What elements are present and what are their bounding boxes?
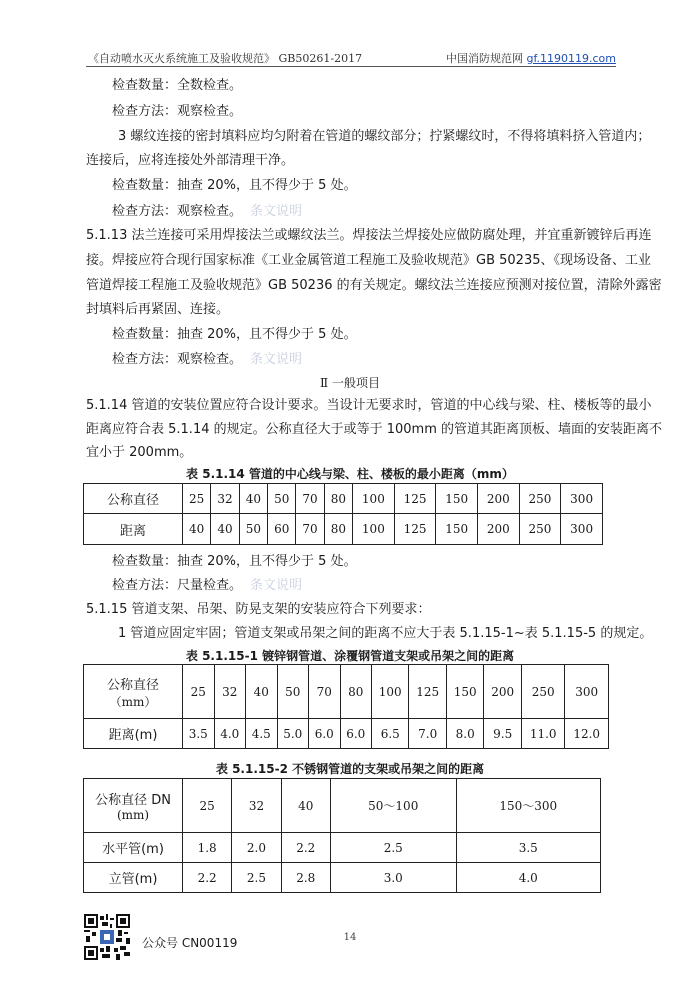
paragraph: 1 管道应固定牢固；管道支架或吊架之间的距离不应大于表 5.1.15-1~表 5.1.15-5 的规定。 xyxy=(118,626,653,641)
paragraph: 检查数量：全数检查。 xyxy=(112,78,243,93)
table-cell: 125 xyxy=(409,665,446,719)
table-cell: 50 xyxy=(277,665,309,719)
page-number: 14 xyxy=(343,932,357,943)
table-cell: 25 xyxy=(183,779,232,833)
table-cell: 3.0 xyxy=(330,863,456,893)
row-header: 距离 xyxy=(84,514,183,545)
wechat-account: 公众号 CN00119 xyxy=(142,936,238,950)
table-cell: 200 xyxy=(484,665,521,719)
paragraph xyxy=(112,578,604,593)
row-header-unit: （mm） xyxy=(109,694,157,709)
row-header-label: 公称直径 DN xyxy=(95,793,171,808)
table-cell: 11.0 xyxy=(521,719,564,749)
table-row xyxy=(84,833,601,863)
paragraph xyxy=(112,204,604,219)
table-cell: 6.0 xyxy=(340,719,372,749)
subsection-title: Ⅱ 一般项目 xyxy=(320,376,380,390)
row-header: 水平管(m) xyxy=(84,833,183,863)
table-cell: 150 xyxy=(436,514,478,545)
table-cell: 5.0 xyxy=(277,719,309,749)
table-cell: 300 xyxy=(561,484,603,514)
table-cell: 32 xyxy=(232,779,281,833)
table-caption: 表 5.1.15-2 不锈钢管道的支架或吊架之间的距离 xyxy=(215,762,485,776)
table-cell: 40 xyxy=(239,484,267,514)
paragraph: 检查数量：抽查 20%，且不得少于 5 处。 xyxy=(112,327,357,342)
clause-5-1-14: 5.1.14 管道的安装位置应符合设计要求。当设计无要求时，管道的中心线与梁、柱、楼板等的最小 xyxy=(86,398,652,413)
paragraph-text: 检查方法：观察检查。 xyxy=(112,204,243,219)
table-cell: 2.2 xyxy=(183,863,232,893)
table-cell: 3.5 xyxy=(456,833,600,863)
paragraph: 封填料后再紧固、连接。 xyxy=(86,302,230,317)
table-cell: 4.0 xyxy=(456,863,600,893)
table-cell: 50 xyxy=(239,514,267,545)
table-cell: 3.5 xyxy=(183,719,215,749)
table-row xyxy=(84,665,609,719)
paragraph: 距离应符合表 5.1.14 的规定。公称直径大于或等于 100mm 的管道其距离顶板、墙面的安装距离不 xyxy=(86,422,663,437)
table-cell: 40 xyxy=(246,665,278,719)
paragraph: 管道焊接工程施工及验收规范》GB 50236 的有关规定。螺纹法兰连接应预测对接位置，清除外露密 xyxy=(86,278,662,293)
table-cell: 300 xyxy=(561,514,603,545)
paragraph: 接。焊接应符合现行国家标准《工业金属管道工程施工及验收规范》GB 50235、《现场设备、工业 xyxy=(86,253,651,268)
table-cell: 80 xyxy=(340,665,372,719)
table-cell: 300 xyxy=(565,665,609,719)
table-cell: 200 xyxy=(477,484,519,514)
table-cell: 60 xyxy=(268,514,296,545)
site-name: 中国消防规范网 xyxy=(445,52,523,65)
table-row xyxy=(84,484,603,514)
clause-explanation-link[interactable]: 条文说明 xyxy=(250,578,303,593)
paragraph: 检查数量：抽查 20%，且不得少于 5 处。 xyxy=(112,178,357,193)
row-header-unit: (mm) xyxy=(116,808,150,822)
table-cell: 32 xyxy=(211,484,239,514)
paragraph: 检查方法：观察检查。 xyxy=(112,104,243,119)
table-cell: 80 xyxy=(324,484,352,514)
table-cell: 100 xyxy=(353,514,395,545)
table-cell: 8.0 xyxy=(446,719,483,749)
table-cell: 9.5 xyxy=(484,719,521,749)
table-cell: 12.0 xyxy=(565,719,609,749)
table-cell: 7.0 xyxy=(409,719,446,749)
table-cell: 6.5 xyxy=(372,719,409,749)
table-cell: 6.0 xyxy=(309,719,341,749)
row-header-label: 公称直径 xyxy=(106,677,159,693)
table-cell: 250 xyxy=(519,514,561,545)
table-cell: 40 xyxy=(183,514,211,545)
table-cell: 40 xyxy=(281,779,330,833)
table-cell: 25 xyxy=(183,484,211,514)
table-cell: 150～300 xyxy=(456,779,600,833)
table-cell: 4.5 xyxy=(246,719,278,749)
table-cell: 2.5 xyxy=(330,833,456,863)
table-5-1-14 xyxy=(83,483,603,545)
table-cell: 150 xyxy=(446,665,483,719)
table-cell: 70 xyxy=(296,484,324,514)
table-cell: 80 xyxy=(324,514,352,545)
row-header xyxy=(84,665,183,719)
paragraph: 检查数量：抽查 20%，且不得少于 5 处。 xyxy=(112,554,357,569)
table-cell: 125 xyxy=(394,514,436,545)
table-row xyxy=(84,719,609,749)
table-cell: 4.0 xyxy=(214,719,246,749)
table-cell: 50～100 xyxy=(330,779,456,833)
table-row xyxy=(84,863,601,893)
table-cell: 2.8 xyxy=(281,863,330,893)
table-cell: 40 xyxy=(211,514,239,545)
clause-5-1-15: 5.1.15 管道支架、吊架、防晃支架的安装应符合下列要求： xyxy=(86,602,431,617)
table-caption: 表 5.1.15-1 镀锌钢管道、涂覆钢管道支架或吊架之间的距离 xyxy=(185,649,515,663)
table-cell: 2.5 xyxy=(232,863,281,893)
table-caption: 表 5.1.14 管道的中心线与梁、柱、楼板的最小距离（mm） xyxy=(186,467,514,481)
clause-explanation-link[interactable]: 条文说明 xyxy=(250,204,303,219)
table-cell: 2.2 xyxy=(281,833,330,863)
table-cell: 50 xyxy=(268,484,296,514)
paragraph-text: 检查方法：尺量检查。 xyxy=(112,578,243,593)
table-cell: 125 xyxy=(394,484,436,514)
paragraph xyxy=(112,352,604,367)
table-5-1-15-2 xyxy=(83,778,601,893)
table-row xyxy=(84,514,603,545)
table-cell: 250 xyxy=(521,665,564,719)
table-cell: 32 xyxy=(214,665,246,719)
row-header: 距离(m) xyxy=(84,719,183,749)
header-divider xyxy=(86,66,616,67)
row-header: 公称直径 xyxy=(84,484,183,514)
table-cell: 2.0 xyxy=(232,833,281,863)
table-cell: 70 xyxy=(309,665,341,719)
table-cell: 150 xyxy=(436,484,478,514)
paragraph: 连接后，应将连接处外部清理干净。 xyxy=(86,153,295,168)
table-cell: 1.8 xyxy=(183,833,232,863)
paragraph: 3 螺纹连接的密封填料应均匀附着在管道的螺纹部分；拧紧螺纹时，不得将填料挤入管道内； xyxy=(118,129,651,144)
clause-5-1-13: 5.1.13 法兰连接可采用焊接法兰或螺纹法兰。焊接法兰焊接处应做防腐处理，并宜重新镀锌后再连 xyxy=(86,228,652,243)
site-link[interactable]: gf.1190119.com xyxy=(526,52,616,65)
paragraph: 宜小于 200mm。 xyxy=(86,445,193,460)
table-cell: 100 xyxy=(372,665,409,719)
paragraph-text: 检查方法：观察检查。 xyxy=(112,352,243,367)
table-cell: 70 xyxy=(296,514,324,545)
clause-explanation-link[interactable]: 条文说明 xyxy=(250,352,303,367)
table-cell: 250 xyxy=(519,484,561,514)
row-header: 立管(m) xyxy=(84,863,183,893)
table-row xyxy=(84,779,601,833)
table-cell: 100 xyxy=(353,484,395,514)
site-header xyxy=(446,50,616,66)
table-cell: 200 xyxy=(477,514,519,545)
document-title: 《自动喷水灭火系统施工及验收规范》 GB50261-2017 xyxy=(88,52,363,65)
row-header xyxy=(84,779,183,833)
table-5-1-15-1 xyxy=(83,664,609,749)
table-cell: 25 xyxy=(183,665,215,719)
